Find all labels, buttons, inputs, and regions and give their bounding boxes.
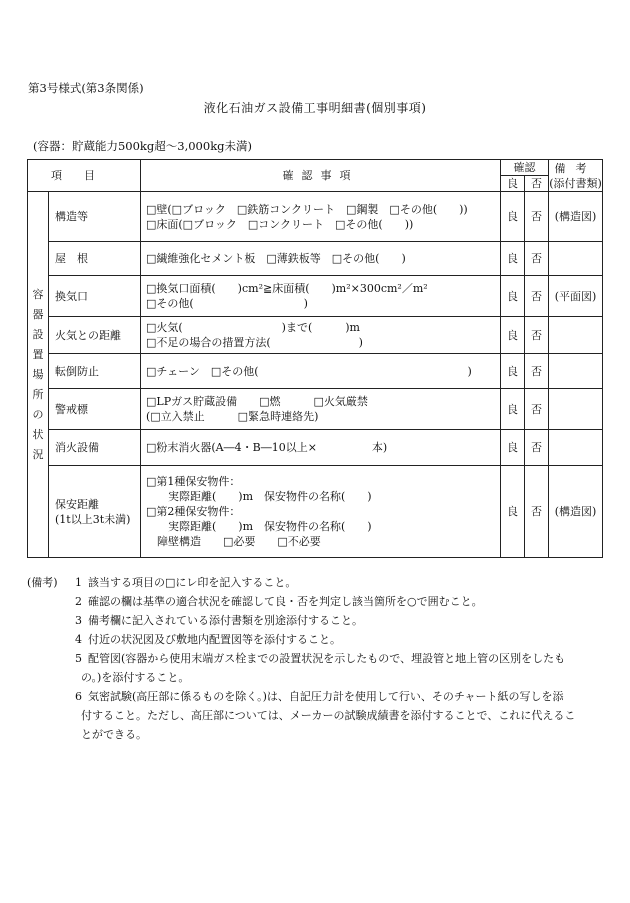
remark-text [81,649,607,687]
confirm-good-cell[interactable]: 良 [501,242,525,276]
side-label-char: 器 [32,307,44,321]
check-content-line: 実際距離( )m 保安物件の名称( ) [146,520,372,533]
item-name-line: 火気との距離 [55,328,121,342]
side-label [28,192,49,558]
check-content [141,242,501,276]
check-content [141,192,501,242]
confirm-good-cell[interactable]: 良 [501,430,525,466]
check-content-line: □第1種保安物件： [146,475,241,488]
confirm-good-cell[interactable]: 良 [501,354,525,389]
table-row [28,317,603,354]
item-name [49,354,141,389]
remark-text-line: 配管図(容器から使用末端ガス栓までの設置状況を示したもので、埋設管と地上管の区別をしたも [88,652,566,665]
check-content [141,466,501,558]
item-name-line: 保安距離 [55,497,99,511]
remark-item [27,611,607,630]
remark-text: 該当する項目の□にレ印を記入すること。 [88,576,297,589]
remarks-section [27,573,607,744]
attachment-cell [549,354,603,389]
side-label-char: 容 [32,287,44,301]
check-content [141,276,501,317]
remark-number: 6 [75,690,82,703]
remark-text-line: 付すること。ただし、高圧部については、メーカーの試験成績書を添付することで、これに代えるこ [81,709,576,722]
table-row [28,430,603,466]
table-row [28,276,603,317]
side-label-char: 所 [32,387,44,401]
item-name-line: 消火設備 [55,441,99,454]
confirm-bad-cell[interactable]: 否 [525,430,549,466]
remark-text-line: とができる。 [81,728,147,741]
attachment-cell: (構造図) [549,466,603,558]
attachment-cell [549,242,603,276]
attachment-cell [549,430,603,466]
confirm-bad-cell[interactable]: 否 [525,466,549,558]
side-label-char: 状 [32,427,44,441]
confirm-good-cell[interactable]: 良 [501,276,525,317]
remark-number: 1 [75,576,82,589]
item-name [49,242,141,276]
attachment-cell [549,389,603,430]
item-name [49,389,141,430]
confirm-good-cell[interactable]: 良 [501,317,525,354]
remark-item [27,592,607,611]
remark-text: 確認の欄は基準の適合状況を確認して良・否を判定し該当箇所を○で囲むこと。 [88,595,483,608]
attachment-cell [549,317,603,354]
remark-item [27,573,607,592]
check-content-line: □チェーン □その他( ) [146,364,472,378]
check-table [27,159,603,558]
side-label-char: 場 [32,367,44,381]
attachment-cell: (平面図) [549,276,603,317]
remark-number: 3 [75,614,82,627]
remark-item [27,630,607,649]
item-name [49,466,141,558]
header-confirm: 確認 [501,160,549,176]
table-row [28,389,603,430]
check-content-line: □LPガス貯蔵設備 □燃 □火気厳禁 [146,395,368,408]
confirm-good-cell[interactable]: 良 [501,192,525,242]
check-content-line: □火気( )まで( )m [146,321,360,334]
check-content-line: □繊維強化セメント板 □薄鉄板等 □その他( ) [146,252,406,265]
remark-item [27,649,607,687]
item-name-line: (1t以上3t未満) [55,512,131,526]
remarks-label: (備考) [27,576,58,589]
check-content [141,354,501,389]
item-name [49,192,141,242]
check-content [141,430,501,466]
remark-number: 2 [75,595,82,608]
check-content-line: □換気口面積( )cm²≧床面積( )m²×300cm²／m² [146,282,428,295]
header-item: 項目 [28,160,141,192]
confirm-bad-cell[interactable]: 否 [525,242,549,276]
side-label-char: の [32,407,44,421]
remark-text: 付近の状況図及び敷地内配置図等を添付すること。 [88,633,341,646]
remark-text: 備考欄に記入されている添付書類を別途添付すること。 [88,614,363,627]
remark-number: 4 [75,633,82,646]
check-content [141,317,501,354]
check-content-line: □第2種保安物件： [146,505,241,518]
document-title: 液化石油ガス設備工事明細書(個別事項) [203,101,427,115]
table-row [28,192,603,242]
item-name [49,430,141,466]
item-name-line: 屋 根 [55,252,88,265]
header-remarks-line1: 備考 [554,161,597,175]
header-check-items: 確認事項 [141,160,501,192]
table-header-row [28,160,603,176]
item-name-line: 警戒標 [55,402,88,416]
capacity-note: (容器：貯蔵能力500kg超～3,000kg未満) [33,139,253,153]
check-content [141,389,501,430]
remark-item [27,687,607,744]
item-name-line: 構造等 [55,210,88,223]
side-label-char: 況 [32,447,44,461]
remark-number: 5 [75,652,82,665]
header-remarks-line2: (添付書類) [549,176,602,190]
attachment-cell: (構造図) [549,192,603,242]
check-content-line: 実際距離( )m 保安物件の名称( ) [146,490,372,503]
confirm-bad-cell[interactable]: 否 [525,317,549,354]
item-name [49,317,141,354]
item-name-line: 換気口 [55,289,88,303]
header-bad: 否 [525,176,549,192]
check-content-line: □粉末消火器(A―4・B―10以上× 本) [146,441,388,454]
header-good: 良 [501,176,525,192]
confirm-good-cell[interactable]: 良 [501,389,525,430]
confirm-bad-cell[interactable]: 否 [525,389,549,430]
side-label-char: 設 [32,327,44,341]
table-row [28,466,603,558]
table-row [28,242,603,276]
check-content-line: 障壁構造 □必要 □不必要 [146,535,321,548]
confirm-bad-cell[interactable]: 否 [525,276,549,317]
header-remarks [549,160,603,192]
remark-text-line: の。)を添付すること。 [81,671,190,684]
item-name [49,276,141,317]
table-row [28,354,603,389]
confirm-bad-cell[interactable]: 否 [525,192,549,242]
check-content-line: (□立入禁止 □緊急時連絡先) [146,410,319,423]
confirm-good-cell[interactable]: 良 [501,466,525,558]
check-content-line: □壁(□ブロック □鉄筋コンクリート □鋼製 □その他( )) [146,202,468,216]
remark-text-line: 気密試験(高圧部に係るものを除く。)は、自記圧力計を使用して行い、そのチャート紙の写しを添 [88,690,564,703]
form-number: 第3号様式(第3条関係) [28,81,144,95]
check-content-line: □その他( ) [146,297,308,310]
check-content-line: □不足の場合の措置方法( ) [146,336,363,349]
side-label-char: 置 [32,347,44,361]
confirm-bad-cell[interactable]: 否 [525,354,549,389]
item-name-line: 転倒防止 [55,364,99,378]
check-content-line: □床面(□ブロック □コンクリート □その他( )) [146,217,414,231]
remark-text [81,687,607,744]
